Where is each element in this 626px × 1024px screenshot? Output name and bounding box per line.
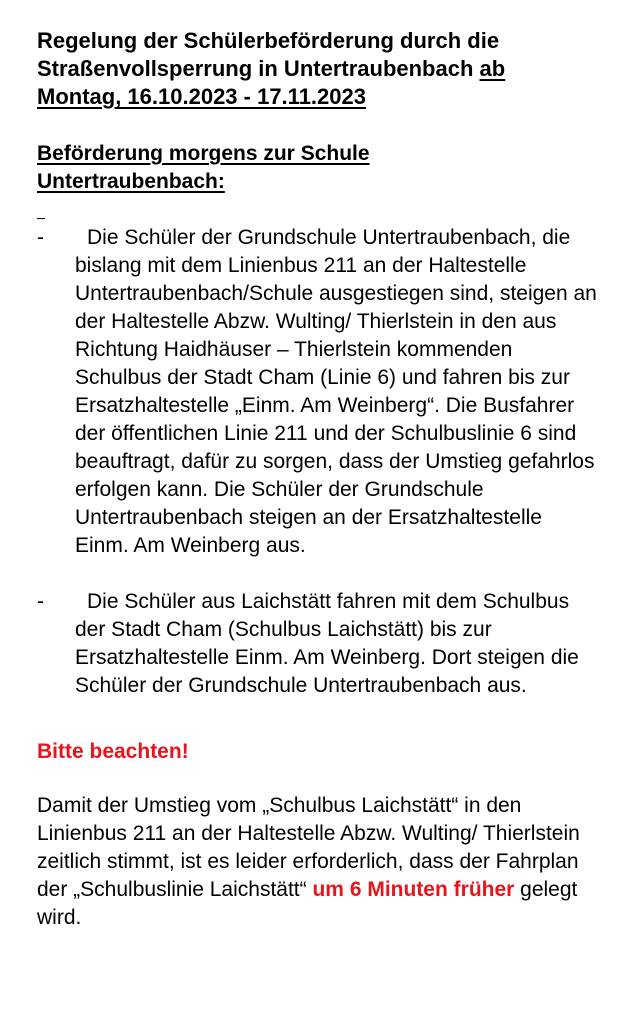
section-heading-line-1: Beförderung morgens zur Schule	[37, 142, 370, 165]
document-title	[37, 27, 597, 111]
notice-paragraph	[37, 792, 597, 932]
title-date-range: Montag, 16.10.2023 - 17.11.2023	[37, 84, 366, 109]
section-heading-line-2: Untertraubenbach:	[37, 170, 225, 193]
bullet-item-grundschule	[37, 224, 597, 560]
bullet-dash: -	[37, 226, 44, 249]
title-line-2: Straßenvollsperrung in Untertraubenbach	[37, 56, 480, 81]
bullet-dash: -	[37, 590, 44, 613]
title-line-1: Regelung der Schülerbeförderung durch die	[37, 28, 500, 53]
bullet-text: Die Schüler aus Laichstätt fahren mit dem Schulbus der Stadt Cham (Schulbus Laichstätt) bis zur Ersatzhaltestelle Einm. Am Weinberg. Dort steigen die Schüler der Grundschule Untertraubenbach aus.	[75, 590, 579, 697]
notice-paragraph-text: Damit der Umstieg vom „Schulbus Laichstätt“ in den Linienbus 211 an der Haltestelle Abzw. Wulting/ Thierlstein zeitlich stimmt, ist es leider erforderlich, dass der Fahrplan der „Schulbuslinie Laichstätt“	[37, 794, 580, 901]
notice-paragraph-end: gelegt wird.	[37, 878, 578, 929]
notice-highlight: um 6 Minuten früher	[312, 878, 515, 901]
section-heading	[37, 140, 597, 196]
document-page	[37, 27, 597, 932]
notice-heading: Bitte beachten!	[37, 740, 189, 763]
underlined-empty-line	[37, 196, 597, 224]
title-underlined-word: ab	[479, 56, 506, 81]
bullet-text: Die Schüler der Grundschule Untertraubenbach, die bislang mit dem Linienbus 211 an der Haltestelle Untertraubenbach/Schule ausgestiegen sind, steigen an der Haltestelle Abzw. Wulting/ Thierlstein in den aus Richtung Haidhäuser – Thierlstein kommenden Schulbus der Stadt Cham (Linie 6) und fahren bis zur Ersatzhaltestelle „Einm. Am Weinberg“. Die Busfahrer der öffentlichen Linie 211 und der Schulbuslinie 6 sind beauftragt, dafür zu sorgen, dass der Umstieg gefahrlos erfolgen kann. Die Schüler der Grundschule Untertraubenbach steigen an der Ersatzhaltestelle Einm. Am Weinberg aus.	[75, 226, 597, 557]
bullet-item-laichstaett	[37, 588, 597, 700]
